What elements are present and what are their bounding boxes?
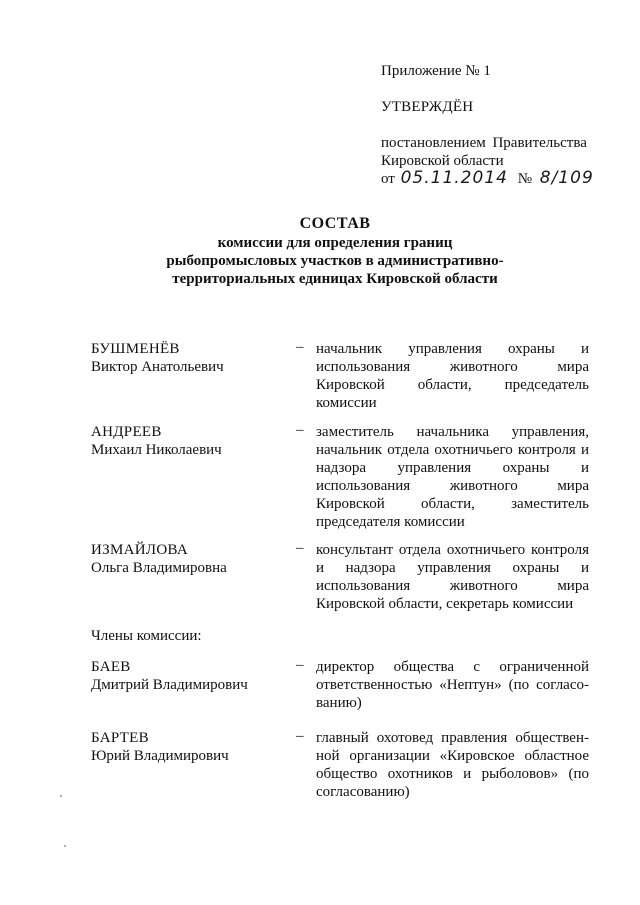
number-label: № (517, 171, 533, 187)
dash-separator: – (296, 422, 304, 438)
region-label: Кировской области (381, 153, 504, 169)
members-heading: Члены комиссии: (91, 628, 202, 644)
dash-separator: – (296, 657, 304, 673)
title-line-3: территориальных единицах Кировской области (172, 271, 498, 287)
handwritten-date: 05.11.2014 (400, 168, 508, 188)
member-given-name: Ольга Владимировна (91, 560, 227, 576)
member-given-name: Юрий Владимирович (91, 748, 229, 764)
member-given-name: Михаил Николаевич (91, 442, 222, 458)
decree-label: постановлением Правительства (381, 135, 587, 151)
member-name (91, 658, 281, 694)
dash-separator: – (296, 339, 304, 355)
title-line-2: рыбопромысловых участков в административно- (166, 253, 504, 269)
member-surname: БАРТЕВ (91, 730, 149, 746)
date-number-line (381, 169, 594, 188)
member-name (91, 541, 281, 577)
member-given-name: Виктор Анатольевич (91, 359, 224, 375)
member-surname: БУШМЕНЁВ (91, 341, 180, 357)
handwritten-number: 8/109 (539, 168, 594, 188)
member-given-name: Дмитрий Владимирович (91, 677, 248, 693)
member-role: начальник управления охраны и использования животного мира Кировской области, председатель комиссии (316, 341, 589, 411)
member-role: заместитель начальника управления, начальник отдела охотничьего контроля и надзора управления охраны и использования животного мира Кировской области, заместитель председателя комиссии (316, 424, 589, 530)
dash-separator: – (296, 728, 304, 744)
member-name (91, 340, 281, 376)
member-surname: БАЕВ (91, 659, 131, 675)
date-prefix: от (381, 171, 395, 187)
approved-label: УТВЕРЖДЁН (381, 99, 474, 115)
dash-separator: – (296, 540, 304, 556)
member-role: консультант отдела охотничьего контроля и надзора управления охраны и использования животного мира Кировской области, секретарь комиссии (316, 542, 589, 612)
member-surname: ИЗМАЙЛОВА (91, 542, 188, 558)
title-line-1: комиссии для определения границ (217, 235, 453, 251)
annex-label: Приложение № 1 (381, 63, 491, 79)
member-surname: АНДРЕЕВ (91, 424, 162, 440)
member-role: главный охотовед правления общественной организации «Кировское областное общество охотников и рыболовов» (по согласованию) (316, 730, 589, 800)
title-heading: СОСТАВ (299, 215, 371, 232)
member-name (91, 729, 281, 765)
document-title (80, 214, 590, 288)
scan-speck (60, 795, 62, 797)
scan-speck (64, 845, 66, 847)
member-name (91, 423, 281, 459)
member-role: директор общества с ограниченной ответственностью «Нептун» (по согласованию) (316, 659, 589, 711)
